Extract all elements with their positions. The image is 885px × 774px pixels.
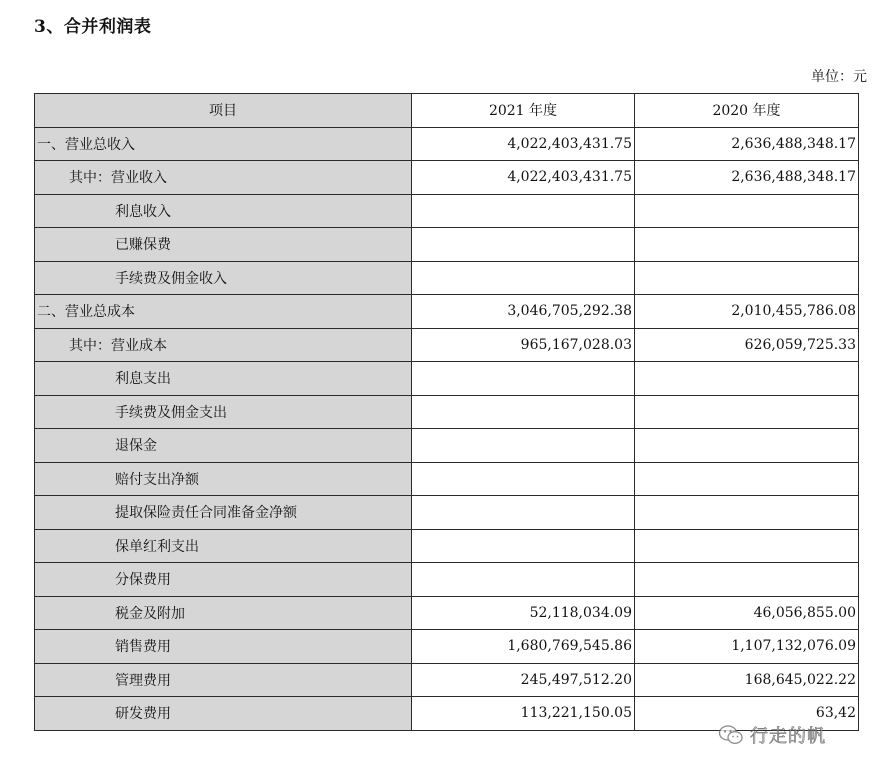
value-2020 [635, 228, 859, 262]
value-2020 [635, 529, 859, 563]
value-2020 [635, 395, 859, 429]
table-body [35, 127, 859, 730]
value-2021 [412, 496, 635, 530]
wechat-icon [718, 724, 744, 746]
value-2020 [635, 563, 859, 597]
row-label: 其中：营业收入 [35, 161, 412, 195]
table-row [35, 563, 859, 597]
value-2021: 3,046,705,292.38 [412, 295, 635, 329]
row-label: 利息支出 [35, 362, 412, 396]
table-row [35, 127, 859, 161]
value-2021 [412, 395, 635, 429]
value-2021: 4,022,403,431.75 [412, 127, 635, 161]
value-2020: 46,056,855.00 [635, 596, 859, 630]
row-label: 其中：营业成本 [35, 328, 412, 362]
watermark [718, 722, 826, 748]
value-2021: 4,022,403,431.75 [412, 161, 635, 195]
table-row [35, 395, 859, 429]
value-2020 [635, 362, 859, 396]
statement-heading: 3、合并利润表 [34, 17, 152, 37]
table-row [35, 663, 859, 697]
income-statement-table [34, 93, 859, 731]
table-row [35, 529, 859, 563]
header-year-2021: 2021 年度 [412, 94, 635, 128]
value-2021 [412, 194, 635, 228]
value-2021: 965,167,028.03 [412, 328, 635, 362]
value-2020: 2,636,488,348.17 [635, 161, 859, 195]
value-2021 [412, 529, 635, 563]
table-row [35, 328, 859, 362]
row-label: 手续费及佣金支出 [35, 395, 412, 429]
value-2020 [635, 462, 859, 496]
row-label: 提取保险责任合同准备金净额 [35, 496, 412, 530]
row-label: 已赚保费 [35, 228, 412, 262]
table-row [35, 462, 859, 496]
row-label: 一、营业总收入 [35, 127, 412, 161]
value-2020 [635, 429, 859, 463]
row-label: 研发费用 [35, 697, 412, 731]
table-row [35, 630, 859, 664]
row-label: 管理费用 [35, 663, 412, 697]
value-2021: 52,118,034.09 [412, 596, 635, 630]
row-label: 保单红利支出 [35, 529, 412, 563]
header-year-2020: 2020 年度 [635, 94, 859, 128]
row-label: 分保费用 [35, 563, 412, 597]
value-2021: 1,680,769,545.86 [412, 630, 635, 664]
table-row [35, 429, 859, 463]
table-row [35, 261, 859, 295]
value-2021: 113,221,150.05 [412, 697, 635, 731]
table-row [35, 161, 859, 195]
value-2020: 626,059,725.33 [635, 328, 859, 362]
value-2021 [412, 462, 635, 496]
value-2020 [635, 261, 859, 295]
value-2021 [412, 362, 635, 396]
table-row [35, 496, 859, 530]
value-2020: 2,636,488,348.17 [635, 127, 859, 161]
row-label: 销售费用 [35, 630, 412, 664]
row-label: 赔付支出净额 [35, 462, 412, 496]
table-row [35, 295, 859, 329]
value-2021 [412, 228, 635, 262]
value-2021 [412, 261, 635, 295]
table-row [35, 228, 859, 262]
value-2020: 168,645,022.22 [635, 663, 859, 697]
header-item: 项目 [35, 94, 412, 128]
row-label: 税金及附加 [35, 596, 412, 630]
table-row [35, 362, 859, 396]
value-2020: 63,42 [635, 697, 859, 731]
table-row [35, 194, 859, 228]
value-2020 [635, 194, 859, 228]
row-label: 退保金 [35, 429, 412, 463]
row-label: 手续费及佣金收入 [35, 261, 412, 295]
watermark-text: 行走的帆 [750, 726, 826, 747]
row-label: 利息收入 [35, 194, 412, 228]
row-label: 二、营业总成本 [35, 295, 412, 329]
value-2020 [635, 496, 859, 530]
unit-label: 单位：元 [811, 69, 867, 85]
table-header-row [35, 94, 859, 128]
value-2020: 1,107,132,076.09 [635, 630, 859, 664]
value-2021 [412, 563, 635, 597]
value-2021: 245,497,512.20 [412, 663, 635, 697]
value-2021 [412, 429, 635, 463]
table-row [35, 596, 859, 630]
value-2020: 2,010,455,786.08 [635, 295, 859, 329]
